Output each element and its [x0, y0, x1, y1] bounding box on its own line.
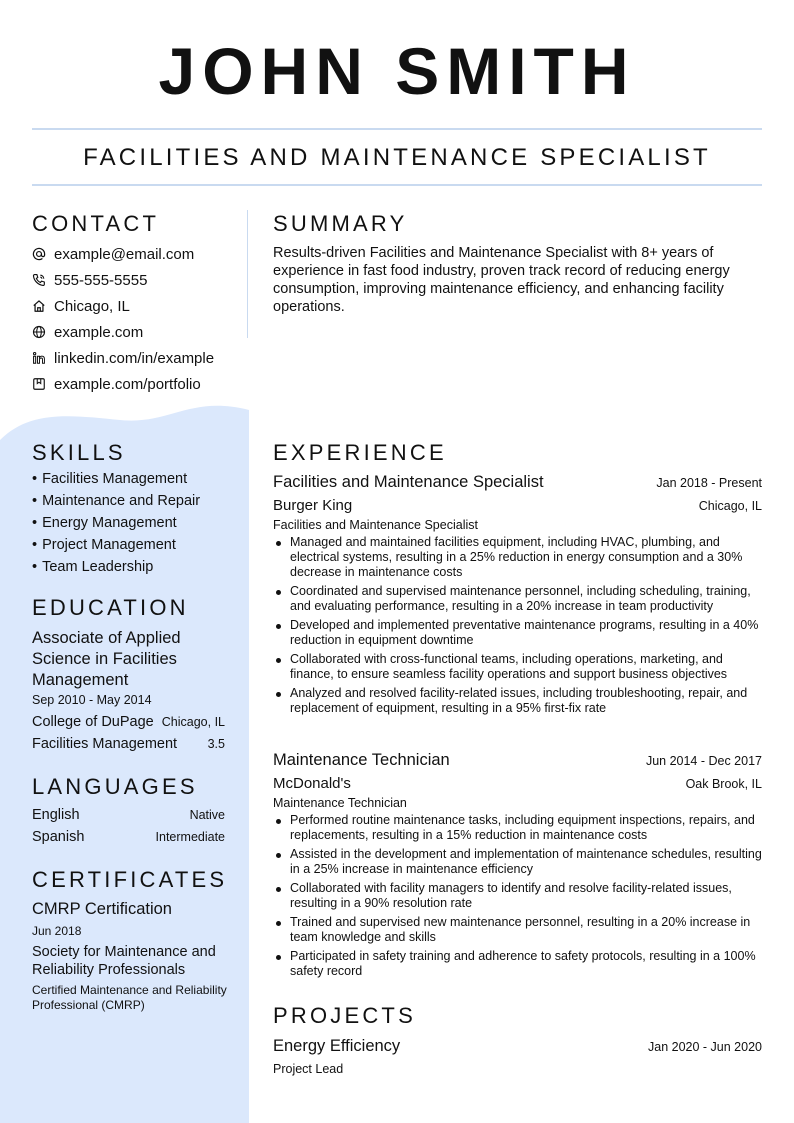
job-bullet: Participated in safety training and adherence to safety protocols, resulting in a 100% safety record [273, 949, 762, 979]
education-field: Facilities Management [32, 736, 178, 752]
certificate-name: CMRP Certification [32, 900, 172, 918]
globe-icon [32, 325, 46, 339]
skill-item: • Project Management [32, 537, 242, 559]
education-dates: Sep 2010 - May 2014 [32, 693, 152, 707]
contact-phone[interactable] [32, 267, 242, 293]
job-bullet: Managed and maintained facilities equipment, including HVAC, plumbing, and electrical systems, resulting in a 25% reduction in energy consumption and a 30% decrease in maintenance costs [273, 535, 762, 580]
language-name: Spanish [32, 829, 85, 845]
job-bullet: Analyzed and resolved facility-related issues, including troubleshooting, repair, and replacement of equipment, resulting in a 95% first-fix rate [273, 686, 762, 716]
skill-item: • Energy Management [32, 515, 242, 537]
job-bullets [273, 535, 762, 716]
language-row [32, 807, 225, 823]
skill-item: • Team Leadership [32, 559, 242, 581]
education-gpa: 3.5 [207, 737, 225, 751]
contact-website-text: example.com [54, 323, 144, 341]
education-school: College of DuPage [32, 714, 154, 730]
job-role: Facilities and Maintenance Specialist [273, 518, 478, 532]
candidate-name: JOHN SMITH [158, 34, 636, 108]
contact-email[interactable] [32, 241, 242, 267]
job-bullet: Collaborated with facility managers to identify and resolve facility-related issues, resulting in a 90% resolution rate [273, 881, 762, 911]
language-name: English [32, 807, 80, 823]
contact-website[interactable] [32, 319, 242, 345]
language-row [32, 829, 225, 845]
language-level: Intermediate [155, 830, 225, 844]
linkedin-icon [32, 351, 46, 365]
education-location: Chicago, IL [161, 715, 225, 729]
job-entry [273, 751, 762, 983]
languages-title: LANGUAGES [32, 774, 198, 799]
contact-portfolio-text: example.com/portfolio [54, 375, 201, 393]
phone-icon [32, 273, 46, 287]
education-field-row [32, 736, 225, 752]
skills-list [32, 471, 242, 581]
contact-email-text: example@email.com [54, 245, 195, 263]
job-bullet: Collaborated with cross-functional teams, including operations, marketing, and finance, to ensure seamless facility operations and support business objectives [273, 652, 762, 682]
job-bullet: Assisted in the development and implementation of maintenance schedules, resulting in a 25% increase in maintenance efficiency [273, 847, 762, 877]
projects-title: PROJECTS [273, 1003, 416, 1028]
contact-portfolio[interactable] [32, 371, 242, 397]
job-company: McDonald's [273, 775, 351, 792]
job-bullet: Developed and implemented preventative maintenance programs, resulting in a 40% reduction in equipment downtime [273, 618, 762, 648]
contact-linkedin[interactable] [32, 345, 242, 371]
home-icon [32, 299, 46, 313]
candidate-role: FACILITIES AND MAINTENANCE SPECIALIST [83, 144, 711, 171]
contact-location [32, 293, 242, 319]
portfolio-icon [32, 377, 46, 391]
certificate-description: Certified Maintenance and Reliability Professional (CMRP) [32, 983, 227, 1012]
certificate-organization: Society for Maintenance and Reliability Professionals [32, 944, 216, 978]
job-company: Burger King [273, 497, 353, 514]
job-role: Maintenance Technician [273, 796, 407, 810]
job-bullets [273, 813, 762, 979]
education-school-row [32, 714, 225, 730]
certificate-date: Jun 2018 [32, 924, 82, 938]
job-bullet: Trained and supervised new maintenance personnel, resulting in a 20% increase in team knowledge and skills [273, 915, 762, 945]
contact-phone-text: 555-555-5555 [54, 271, 148, 289]
contact-location-text: Chicago, IL [54, 297, 130, 315]
header-rule-top [32, 128, 762, 130]
education-title: EDUCATION [32, 595, 189, 620]
project-name: Energy Efficiency [273, 1037, 401, 1055]
certificates-title: CERTIFICATES [32, 867, 228, 892]
education-degree: Associate of Applied Science in Facilities Management [32, 629, 181, 689]
job-entry [273, 473, 762, 720]
project-dates: Jan 2020 - Jun 2020 [648, 1040, 762, 1054]
job-title: Maintenance Technician [273, 751, 450, 769]
job-dates: Jan 2018 - Present [656, 476, 762, 490]
at-icon [32, 247, 46, 261]
contact-linkedin-text: linkedin.com/in/example [54, 349, 215, 367]
contact-list [32, 241, 242, 397]
job-location: Chicago, IL [698, 499, 762, 513]
skills-title: SKILLS [32, 440, 126, 465]
summary-title: SUMMARY [273, 211, 408, 236]
project-entry [273, 1037, 762, 1076]
language-level: Native [189, 808, 225, 822]
summary-text: Results-driven Facilities and Maintenance Specialist with 8+ years of experience in fast food industry, proven track record of reducing energy consumption, improving maintenance efficiency, and enhancing facility operations. [273, 245, 730, 315]
skill-item: • Facilities Management [32, 471, 242, 493]
job-dates: Jun 2014 - Dec 2017 [645, 754, 762, 768]
job-bullet: Performed routine maintenance tasks, including equipment inspections, repairs, and replacements, resulting in a 15% reduction in maintenance costs [273, 813, 762, 843]
job-title: Facilities and Maintenance Specialist [273, 473, 544, 491]
project-role: Project Lead [273, 1062, 344, 1076]
job-location: Oak Brook, IL [685, 777, 762, 791]
contact-title: CONTACT [32, 211, 160, 236]
header-rule-bottom [32, 184, 762, 186]
skill-item: • Maintenance and Repair [32, 493, 242, 515]
column-divider [247, 210, 248, 338]
experience-title: EXPERIENCE [273, 440, 447, 465]
job-bullet: Coordinated and supervised maintenance personnel, including scheduling, training, and evaluating performance, resulting in a 20% increase in team productivity [273, 584, 762, 614]
